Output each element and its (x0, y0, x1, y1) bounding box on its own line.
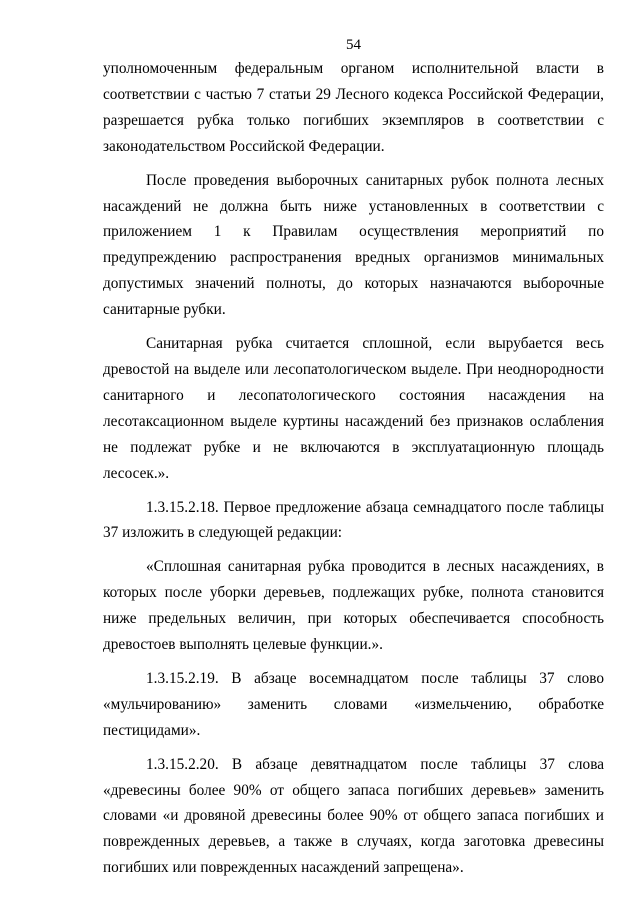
paragraph-item-1-3-15-2-19: 1.3.15.2.19. В абзаце восемнадцатом после таблицы 37 слово «мульчированию» заменить словами «измельчению, обработке пестицидами». (103, 669, 604, 739)
document-body (103, 56, 604, 881)
paragraph-clear-sanitary-felling: Санитарная рубка считается сплошной, если вырубается весь древостой на выделе или лесопатологическом выделе. При неоднородности санитарного и лесопатологического состояния насаждения на лесотаксационном выделе куртины насаждений без признаков ослабления не подлежат рубке и не включаются в эксплуатационную площадь лесосек.». (103, 335, 604, 482)
paragraph-item-1-3-15-2-18: 1.3.15.2.18. Первое предложение абзаца семнадцатого после таблицы 37 изложить в следующей редакции: (103, 498, 604, 542)
paragraph-new-wording: «Сплошная санитарная рубка проводится в лесных насаждениях, в которых после уборки деревьев, подлежащих рубке, полнота становится ниже предельных величин, при которых обеспечивается способность древостоев выполнять целевые функции.». (103, 558, 604, 654)
paragraph-item-1-3-15-2-20: 1.3.15.2.20. В абзаце девятнадцатом после таблицы 37 слова «древесины более 90% от общего запаса погибших деревьев» заменить словами «и дровяной древесины более 90% от общего запаса погибших и поврежденных деревьев, а также в случаях, когда заготовка древесины погибших или поврежденных насаждений запрещена». (103, 755, 604, 877)
paragraph-continuation: уполномоченным федеральным органом исполнительной власти в соответствии с частью 7 статьи 29 Лесного кодекса Российской Федерации, разрешается рубка только погибших экземпляров в соответствии с законодательством Российской Федерации. (103, 60, 604, 155)
paragraph-sanitary-felling-density: После проведения выборочных санитарных рубок полнота лесных насаждений не должна быть ниже установленных в соответствии с приложением 1 к Правилам осуществления мероприятий по предупреждению распространения вредных организмов минимальных допустимых значений полноты, до которых назначаются выборочные санитарные рубки. (103, 171, 604, 319)
page-number: 54 (346, 37, 361, 53)
